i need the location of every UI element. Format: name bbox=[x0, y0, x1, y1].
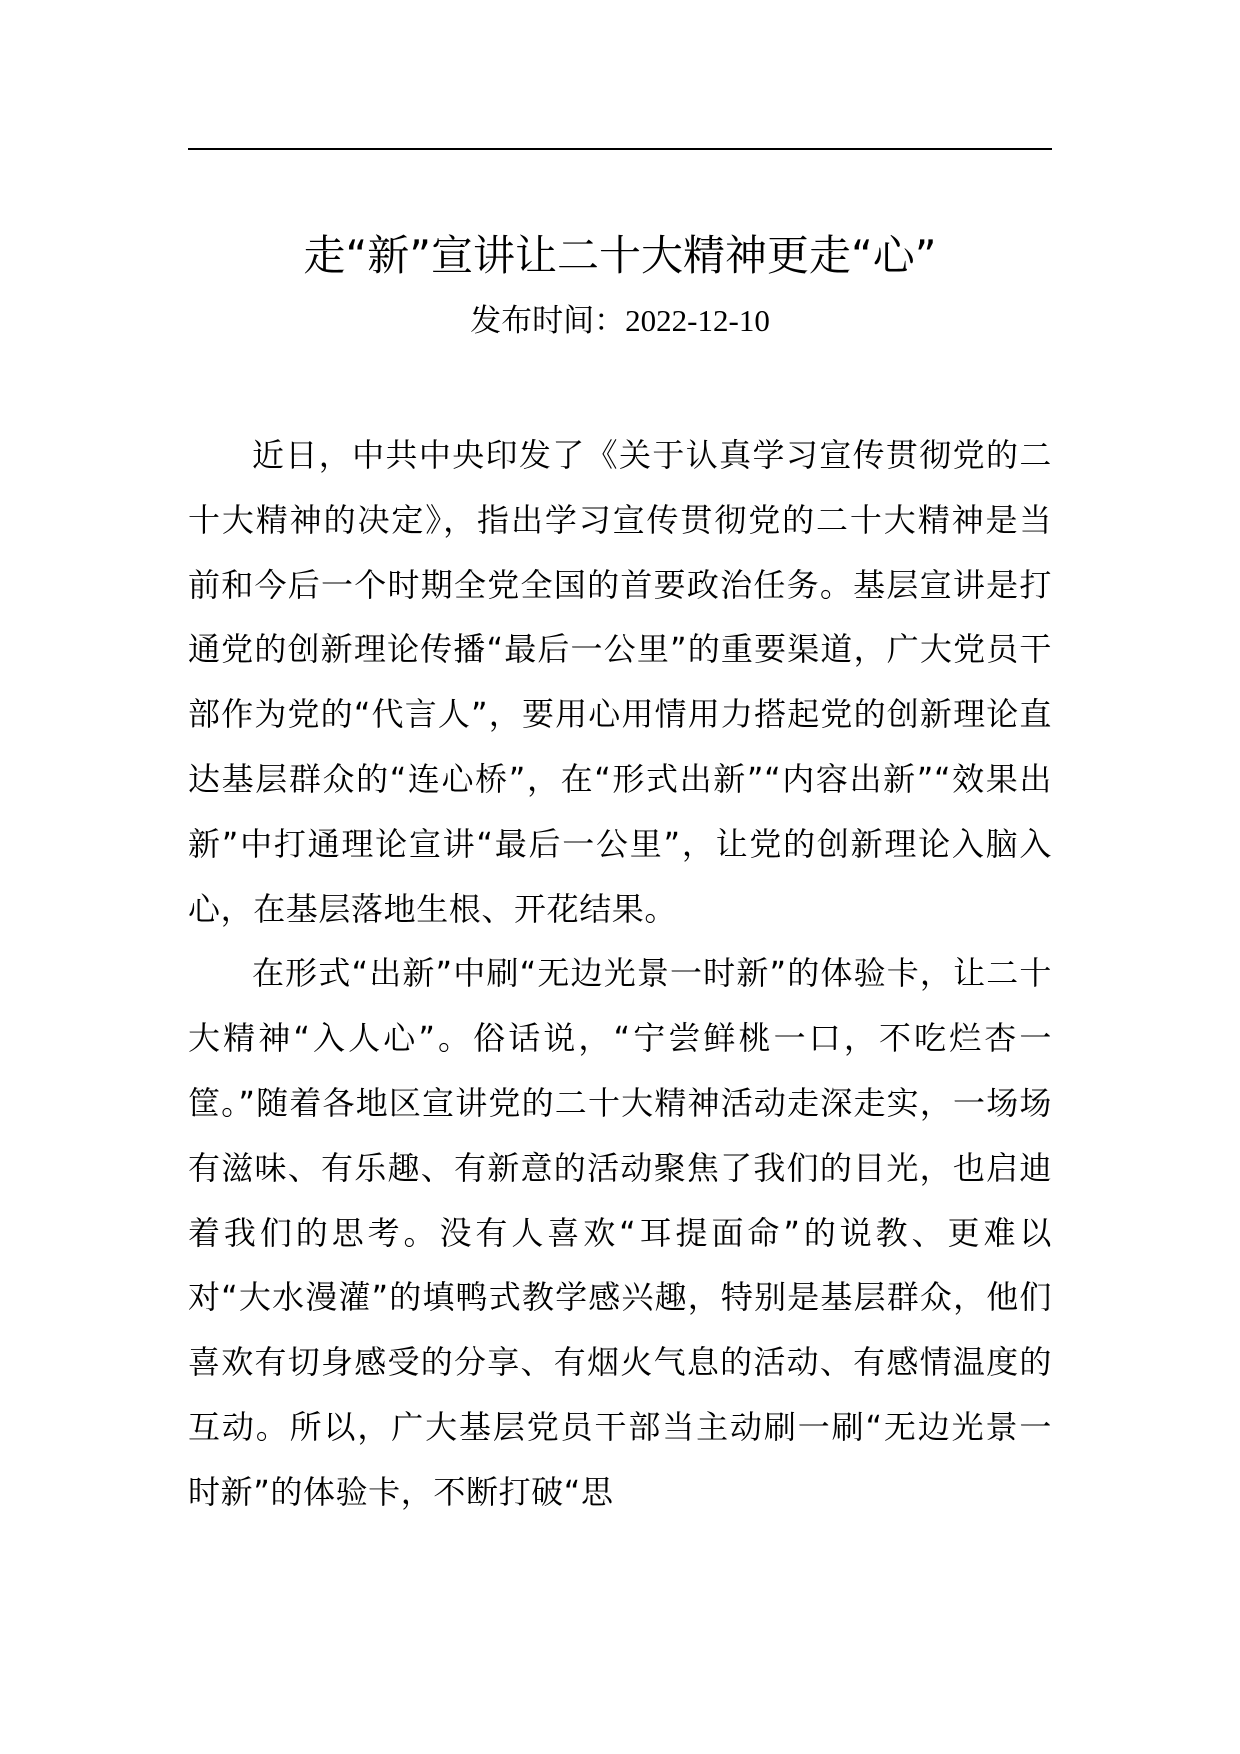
paragraph-2: 在形式“出新”中刷“无边光景一时新”的体验卡，让二十大精神“入人心”。俗话说，“宁尝鲜桃一口，不吃烂杏一筐。”随着各地区宣讲党的二十大精神活动走深走实，一场场有滋味、有乐趣、有新意的活动聚焦了我们的目光，也启迪着我们的思考。没有人喜欢“耳提面命”的说教、更难以对“大水漫灌”的填鸭式教学感兴趣，特别是基层群众，他们喜欢有切身感受的分享、有烟火气息的活动、有感情温度的互动。所以，广大基层党员干部当主动刷一刷“无边光景一时新”的体验卡，不断打破“思 bbox=[188, 954, 1052, 1511]
paragraph-1: 近日，中共中央印发了《关于认真学习宣传贯彻党的二十大精神的决定》，指出学习宣传贯彻党的二十大精神是当前和今后一个时期全党全国的首要政治任务。基层宣讲是打通党的创新理论传播“最后一公里”的重要渠道，广大党员干部作为党的“代言人”，要用心用情用力搭起党的创新理论直达基层群众的“连心桥”，在“形式出新”“内容出新”“效果出新”中打通理论宣讲“最后一公里”，让党的创新理论入脑入心，在基层落地生根、开花结果。 bbox=[188, 436, 1052, 928]
publish-date-value: 2022-12-10 bbox=[625, 303, 770, 338]
article-body bbox=[188, 423, 1052, 1525]
publish-date-line bbox=[188, 300, 1052, 342]
header-rule bbox=[188, 148, 1052, 150]
publish-date-label: 发布时间： bbox=[470, 303, 626, 339]
article-title: 走“新”宣讲让二十大精神更走“心” bbox=[303, 231, 937, 280]
